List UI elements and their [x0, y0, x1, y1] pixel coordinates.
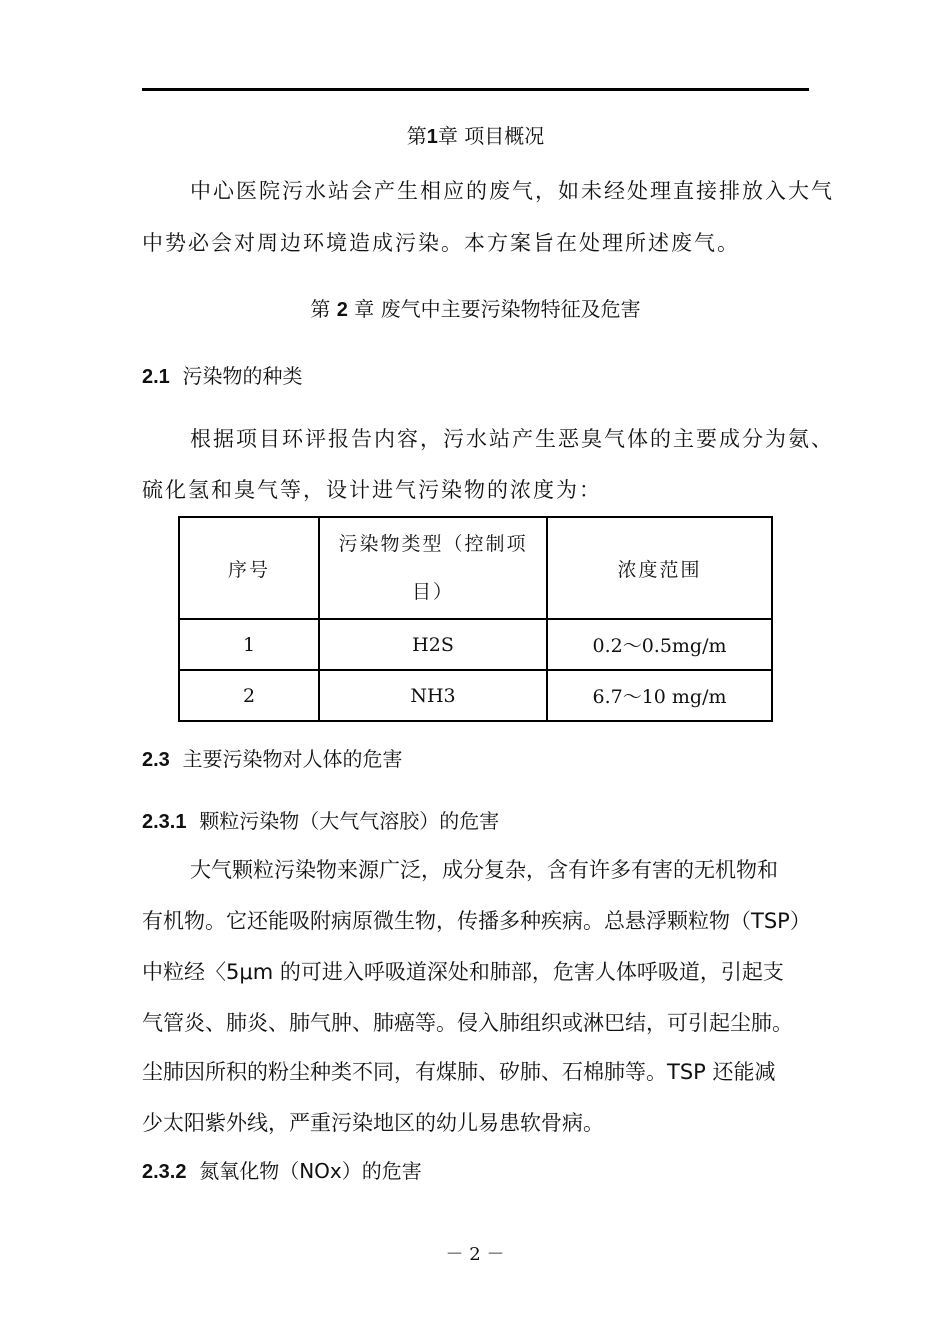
cell-pollutant: H2S — [319, 619, 547, 670]
s231-line-4: 气管炎、肺炎、肺气肿、肺癌等。侵入肺组织或淋巴结，可引起尘肺。 — [142, 1011, 793, 1035]
s231-line-6: 少太阳紫外线，严重污染地区的幼儿易患软骨病。 — [142, 1111, 604, 1135]
section-2-3-1-heading: 2.3.1 颗粒污染物（大气气溶胶）的危害 — [142, 809, 500, 833]
intro-line-1: 中心医院污水站会产生相应的废气，如未经处理直接排放入大气 — [190, 179, 834, 203]
cell-concentration: 0.2～0.5mg/m — [547, 619, 772, 670]
section-2-3-heading: 2.3 主要污染物对人体的危害 — [142, 747, 403, 771]
s21-line-2: 硫化氢和臭气等，设计进气污染物的浓度为： — [142, 478, 602, 502]
page-number: － 2 － — [445, 1244, 505, 1265]
section-2-1-heading: 2.1 污染物的种类 — [142, 364, 303, 388]
section-2-3-2-heading: 2.3.2 氮氧化物（NOx）的危害 — [142, 1159, 422, 1183]
cell-index: 2 — [179, 670, 319, 721]
chapter-2-title: 第 2 章 废气中主要污染物特征及危害 — [310, 297, 641, 321]
s231-line-3: 中粒经〈5μm 的可进入呼吸道深处和肺部，危害人体呼吸道，引起支 — [142, 960, 784, 984]
cell-pollutant: NH3 — [319, 670, 547, 721]
pollutant-table — [178, 516, 773, 722]
header-concentration: 浓度范围 — [547, 517, 772, 619]
s21-line-1: 根据项目环评报告内容，污水站产生恶臭气体的主要成分为氨、 — [190, 427, 834, 451]
intro-line-2: 中势必会对周边环境造成污染。本方案旨在处理所述废气。 — [142, 231, 740, 255]
table-row — [179, 670, 772, 721]
cell-concentration: 6.7～10 mg/m — [547, 670, 772, 721]
table-header-row — [179, 517, 772, 619]
header-index: 序号 — [179, 517, 319, 619]
header-rule — [142, 88, 809, 91]
s231-line-2: 有机物。它还能吸附病原微生物，传播多种疾病。总悬浮颗粒物（TSP） — [142, 909, 811, 933]
chapter-1-title: 第1章 项目概况 — [406, 124, 545, 148]
cell-index: 1 — [179, 619, 319, 670]
header-pollutant-type: 污染物类型（控制项 目） — [319, 517, 547, 619]
s231-line-5: 尘肺因所积的粉尘种类不同，有煤肺、矽肺、石棉肺等。TSP 还能减 — [142, 1060, 776, 1084]
table-row — [179, 619, 772, 670]
s231-line-1: 大气颗粒污染物来源广泛，成分复杂，含有许多有害的无机物和 — [190, 858, 778, 882]
